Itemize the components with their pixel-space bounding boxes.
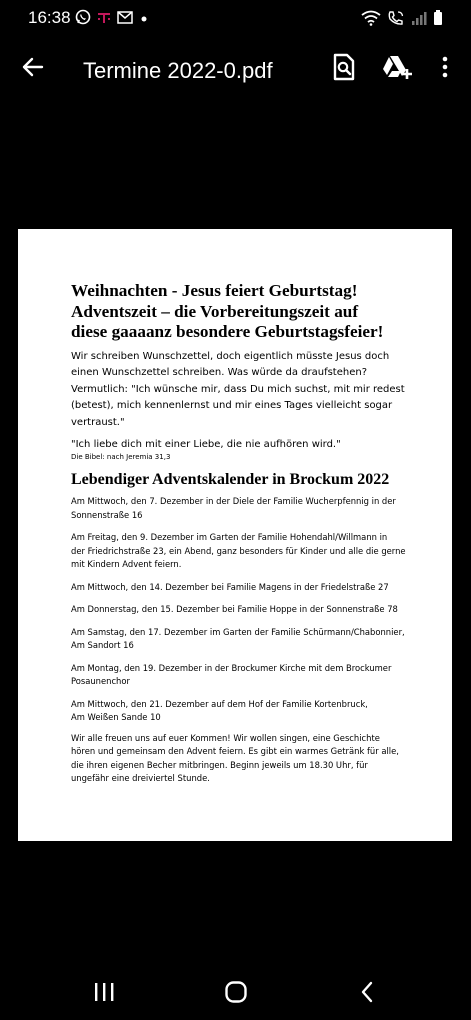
system-icons xyxy=(361,10,443,31)
toolbar xyxy=(0,36,471,102)
back-icon xyxy=(358,980,376,1004)
document-title: Termine 2022-0.pdf xyxy=(83,58,273,83)
more-vert-icon xyxy=(436,52,454,82)
recent-apps-icon xyxy=(93,982,115,1002)
closing-paragraph xyxy=(71,732,411,786)
event-line: Am Weißen Sande 10 xyxy=(71,712,161,722)
signal-icon xyxy=(411,11,427,31)
closing-line: die ihren eigenen Becher mitbringen. Beginn jeweils um 18.30 Uhr, für xyxy=(71,759,368,770)
intro-line: vertraust." xyxy=(71,416,125,428)
intro-line: (betest), mich kennenlernst und mir eines Tages vielleicht sogar xyxy=(71,400,393,411)
intro-line: einen Wunschzettel schreiben. Was würde da draufstehen? xyxy=(71,367,368,378)
pdf-page[interactable] xyxy=(18,229,452,841)
heading-line: Weihnachten - Jesus feiert Geburtstag! xyxy=(71,281,358,300)
arrow-back-icon xyxy=(18,52,48,82)
mail-icon xyxy=(117,11,133,29)
closing-line: ungefähr eine dreiviertel Stunde. xyxy=(71,773,210,783)
call-icon xyxy=(387,10,405,31)
event-line: der Friedrichstraße 23, ein Abend, ganz besonders für Kinder und alle die gerne xyxy=(71,545,406,556)
event-item xyxy=(71,603,411,617)
heading-line: Adventszeit – die Vorbereitungszeit auf xyxy=(71,301,359,321)
event-line: Am Donnerstag, den 15. Dezember bei Familie Hoppe in der Sonnenstraße 78 xyxy=(71,604,398,614)
bible-quote: "Ich liebe dich mit einer Liebe, die nie aufhören wird." xyxy=(71,439,341,450)
page-content xyxy=(71,281,411,786)
quote-source: Die Bibel: nach Jeremia 31,3 xyxy=(71,453,171,461)
event-line: Am Mittwoch, den 14. Dezember bei Familie Magens in der Friedelstraße 27 xyxy=(71,581,389,592)
battery-icon xyxy=(433,10,443,31)
event-line: Am Mittwoch, den 7. Dezember in der Diele der Familie Wucherpfennig in der xyxy=(71,496,396,506)
home-icon xyxy=(224,980,248,1004)
calendar-heading: Lebendiger Adventskalender in Brockum 2022 xyxy=(71,471,390,488)
event-item xyxy=(71,662,411,689)
home-button[interactable] xyxy=(224,980,248,1004)
event-item xyxy=(71,531,411,572)
nav-back-button[interactable] xyxy=(358,980,376,1004)
event-line: Am Montag, den 19. Dezember in der Brockumer Kirche mit dem Brockumer xyxy=(71,662,392,673)
back-button[interactable] xyxy=(18,52,48,82)
status-bar xyxy=(0,0,471,36)
event-line: Am Samstag, den 17. Dezember im Garten der Familie Schürmann/Chabonnier, xyxy=(71,626,405,637)
main-heading xyxy=(71,281,411,343)
system-navigation-bar xyxy=(0,960,471,1020)
event-line: Am Mittwoch, den 21. Dezember auf dem Hof der Familie Kortenbruck, xyxy=(71,698,368,709)
event-item xyxy=(71,495,411,522)
whatsapp-icon xyxy=(75,9,91,30)
heading-line: diese gaaaanz besondere Geburtstagsfeier! xyxy=(71,322,384,341)
intro-paragraph xyxy=(71,349,411,432)
add-to-drive-icon xyxy=(381,52,413,82)
intro-line: Wir schreiben Wunschzettel, doch eigentlich müsste Jesus doch xyxy=(71,350,390,362)
event-item xyxy=(71,581,411,595)
add-to-drive-button[interactable] xyxy=(381,52,413,82)
notification-icons xyxy=(75,9,149,30)
event-item xyxy=(71,626,411,653)
closing-line: Wir alle freuen uns auf euer Kommen! Wir wollen singen, eine Geschichte xyxy=(71,732,380,743)
event-list xyxy=(71,495,411,725)
find-in-document-icon xyxy=(328,52,358,82)
event-line: Am Freitag, den 9. Dezember im Garten der Familie Hohendahl/Willmann in xyxy=(71,532,388,542)
event-line: Am Sandort 16 xyxy=(71,640,134,650)
event-line: mit Kindern Advent feiern. xyxy=(71,559,182,569)
find-in-document-button[interactable] xyxy=(328,52,358,82)
closing-line: hören und gemeinsam den Advent feiern. Es gibt ein warmes Getränk für alle, xyxy=(71,746,399,756)
event-line: Sonnenstraße 16 xyxy=(71,509,143,520)
wifi-icon xyxy=(361,10,381,31)
intro-line: Vermutlich: "Ich wünsche mir, dass Du mich suchst, mit mir redest xyxy=(71,383,405,395)
event-line: Posaunenchor xyxy=(71,676,130,686)
telekom-icon xyxy=(97,11,111,29)
dot-icon xyxy=(139,11,149,29)
event-item xyxy=(71,698,411,725)
more-options-button[interactable] xyxy=(436,52,454,82)
recent-apps-button[interactable] xyxy=(93,982,115,1002)
status-time: 16:38 xyxy=(28,8,71,27)
